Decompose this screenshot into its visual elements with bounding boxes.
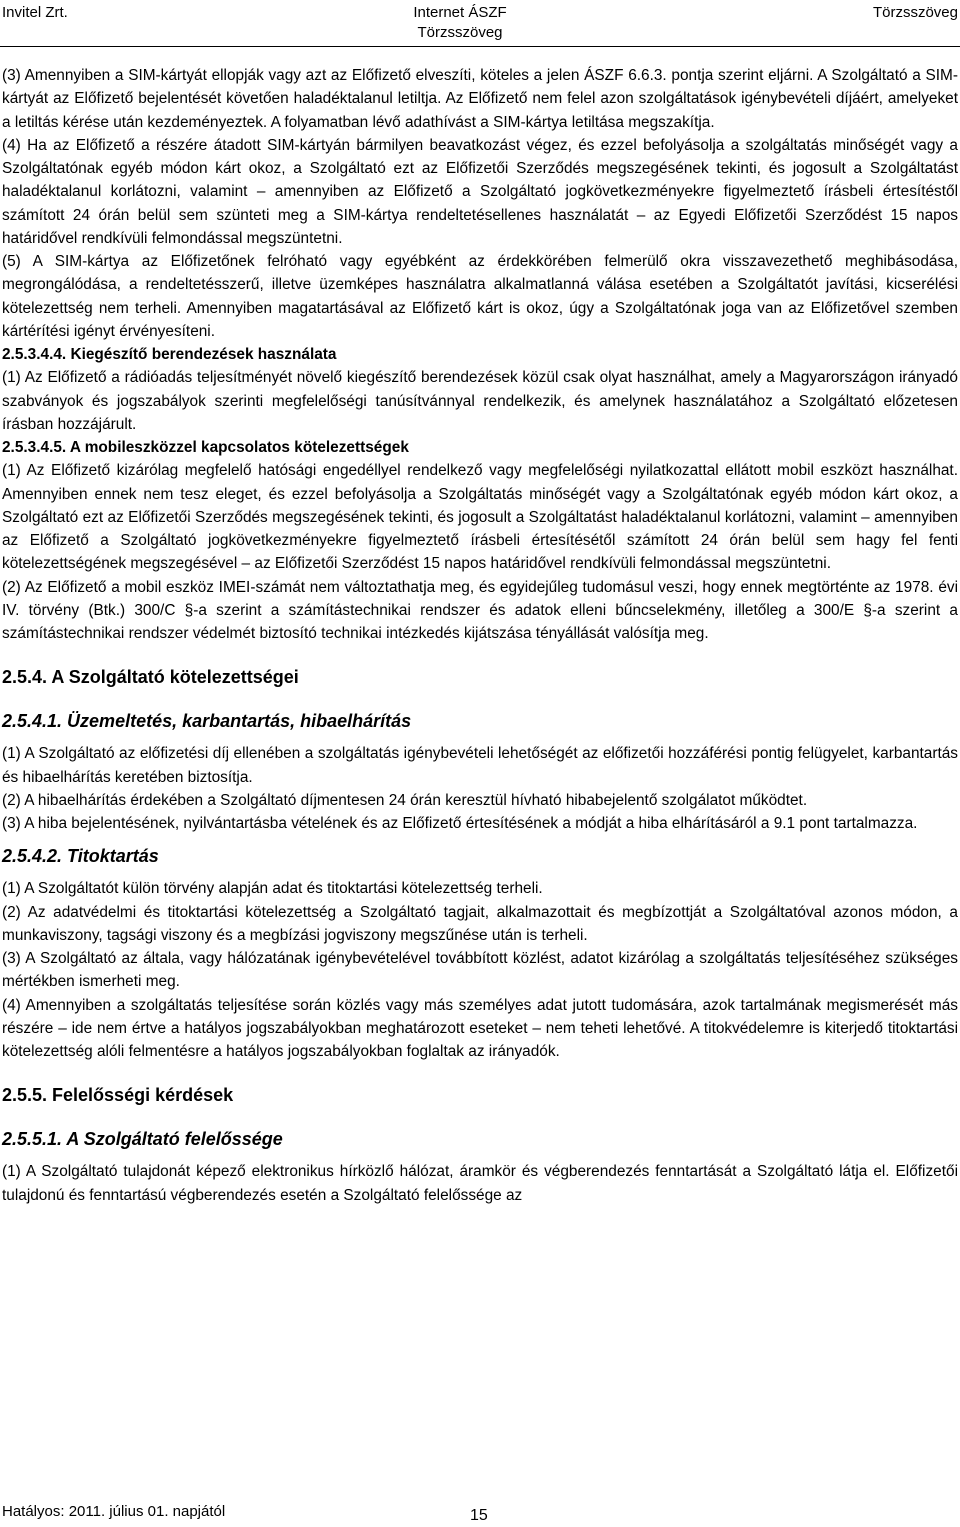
page-number: 15 bbox=[470, 1507, 488, 1524]
paragraph-2-5-3-4-5-1: (1) Az Előfizető kizárólag megfelelő hatósági engedéllyel rendelkező vagy megfelelőségi nyilatkozattal ellátott mobil eszközt használhat. Amennyiben ennek nem tesz eleget, és ezzel befolyásolja a Szolgáltatás minőségét vagy a Szolgáltatónak egyéb módon kárt okoz, a Szolgáltató ezt az Előfizetői Szerződés megszegésének tekinti, és jogosult a Szolgáltatást haladéktalanul korlátozni, valamint – amennyiben az Előfizető a Szolgáltató jogkövetkezményekre figyelmeztető írásbeli értesítésétől számított 24 órán belül sem hagy fel fenti kötelezettségének megszegésével – az Előfizetői Szerződést 15 napos határidővel rendkívüli felmondással megszüntetni. bbox=[2, 462, 958, 573]
section-heading-2-5-5: 2.5.5. Felelősségi kérdések bbox=[2, 1085, 234, 1106]
document-body bbox=[2, 64, 958, 1207]
paragraph-2-5-4-1-1: (1) A Szolgáltató az előfizetési díj ellenében a szolgáltatás igénybevételi lehetőségét az előfizetői hozzáférési pontig felügyelet, karbantartás és hibaelhárítás keretében biztosítja. bbox=[2, 745, 958, 786]
header-doc-name: Internet ÁSZF bbox=[413, 4, 507, 21]
section-heading-2-5-4-1: 2.5.4.1. Üzemeltetés, karbantartás, hibaelhárítás bbox=[2, 711, 412, 732]
paragraph-2-5-4-1-2: (2) A hibaelhárítás érdekében a Szolgáltató díjmentesen 24 órán keresztül hívható hibabejelentő szolgálatot működtet. bbox=[2, 791, 808, 809]
paragraph-2-5-4-2-3: (3) A Szolgáltató az általa, vagy hálózatának igénybevételével továbbított közlést, adatot kizárólag a szolgáltatás teljesítéséhez szükséges mértékben ismerheti meg. bbox=[2, 950, 958, 991]
header-company: Invitel Zrt. bbox=[2, 4, 68, 21]
header-document-title bbox=[380, 3, 540, 43]
footer-effective-date: Hatályos: 2011. július 01. napjától bbox=[2, 1503, 226, 1520]
header-divider bbox=[0, 46, 960, 47]
page-header bbox=[0, 0, 960, 48]
paragraph-2-5-5-1-1: (1) A Szolgáltató tulajdonát képező elektronikus hírközlő hálózat, áramkör és végberendezés fenntartását a Szolgáltató látja el. Előfizetői tulajdonú és fenntartású végberendezés esetén a Szolgáltató felelőssége az bbox=[2, 1163, 958, 1204]
paragraph-2-5-4-2-1: (1) A Szolgáltatót külön törvény alapján adat és titoktartási kötelezettség terheli. bbox=[2, 880, 543, 898]
section-heading-2-5-3-4-5: 2.5.3.4.5. A mobileszközzel kapcsolatos kötelezettségek bbox=[2, 439, 409, 456]
header-doc-type: Törzsszöveg bbox=[872, 4, 958, 21]
section-heading-2-5-4: 2.5.4. A Szolgáltató kötelezettségei bbox=[2, 667, 299, 688]
paragraph-4: (4) Ha az Előfizető a részére átadott SIM-kártyán bármilyen beavatkozást végez, és ezzel befolyásolja a szolgáltatás minőségét vagy a Szolgáltatónak egyéb módon kárt okoz, a Szolgáltató ezt az Előfizetői Szerződés megszegésének tekinti, és jogosult a Szolgáltatást haladéktalanul korlátozni, valamint – amennyiben az Előfizető a Szolgáltató jogkövetkezményekre figyelmeztető írásbeli értesítéstől számított 24 órán belül sem szünteti meg a SIM-kártya rendeltetésellenes használatát – az Egyedi Előfizetői Szerződést 15 napos határidővel rendkívüli felmondással megszüntetni. bbox=[2, 136, 958, 247]
paragraph-5: (5) A SIM-kártya az Előfizetőnek felróható vagy egyébként az érdekkörében felmerülő okra visszavezethető meghibásodása, megrongálódása, a rendeltetésszerű, illetve üzemképes használatra alkalmatlanná válása esetében a Szolgáltatót javítási, kicserélési kötelezettség nem terheli. Amennyiben magatartásával az Előfizető kárt is okoz, úgy a Szolgáltatónak joga van az Előfizetővel szemben kártérítési igényt érvényesíteni. bbox=[2, 253, 958, 340]
paragraph-2-5-3-4-5-2: (2) Az Előfizető a mobil eszköz IMEI-számát nem változtathatja meg, és egyidejűleg tudomásul veszi, hogy ennek megtörténte az 1978. évi IV. törvény (Btk.) 300/C §-a szerint a számítástechnikai rendszer és adatok elleni bűncselekmény, illetőleg a 300/E §-a szerint a számítástechnikai rendszer védelmét biztosító technikai intézkedés kijátszása tényállását valósítja meg. bbox=[2, 578, 958, 642]
paragraph-2-5-4-2-4: (4) Amennyiben a szolgáltatás teljesítése során közlés vagy más személyes adat jutott tudomására, azok tartalmának megismerését más részére – ide nem értve a hatályos jogszabályokban meghatározott eseteket – nem teheti lehetővé. A titokvédelemre is kiterjedő titoktartási kötelezettség alóli felmentésre a hatályos jogszabályokban foglaltak az irányadók. bbox=[2, 996, 958, 1060]
paragraph-2-5-4-1-3: (3) A hiba bejelentésének, nyilvántartásba vételének és az Előfizető értesítésének a módját a hiba elhárításáról a 9.1 pont tartalmazza. bbox=[2, 815, 918, 832]
paragraph-3: (3) Amennyiben a SIM-kártyát ellopják vagy azt az Előfizető elveszíti, köteles a jelen ÁSZF 6.6.3. pontja szerint eljárni. A Szolgáltató a SIM-kártyát az Előfizető bejelentését követően haladéktalanul letiltja. Az Előfizető nem felel azon szolgáltatások igénybevételi díjáért, amelyeket a letiltás kérése után kezdeményeztek. A folyamatban lévő adathívást a SIM-kártya letiltása megszakítja. bbox=[2, 67, 958, 131]
section-heading-2-5-3-4-4: 2.5.3.4.4. Kiegészítő berendezések használata bbox=[2, 346, 337, 363]
paragraph-2-5-3-4-4-1: (1) Az Előfizető a rádióadás teljesítményét növelő kiegészítő berendezések közül csak olyat használhat, amely a Magyarországon irányadó szabványok és jogszabályok szerinti megfelelőségi tanúsítvánnyal rendelkezik, és amelynek használatához a Szolgáltató előzetesen írásban hozzájárult. bbox=[2, 369, 958, 433]
page-footer bbox=[2, 1503, 958, 1527]
header-doc-subtitle: Törzsszöveg bbox=[417, 24, 503, 41]
paragraph-2-5-4-2-2: (2) Az adatvédelmi és titoktartási kötelezettség a Szolgáltató tagjait, alkalmazottait és megbízottját a Szolgáltatóval azonos módon, a munkaviszony, tagsági viszony és a megbízási jogviszony megszűnése után is terheli. bbox=[2, 903, 958, 944]
section-heading-2-5-4-2: 2.5.4.2. Titoktartás bbox=[2, 846, 159, 867]
section-heading-2-5-5-1: 2.5.5.1. A Szolgáltató felelőssége bbox=[2, 1129, 283, 1150]
